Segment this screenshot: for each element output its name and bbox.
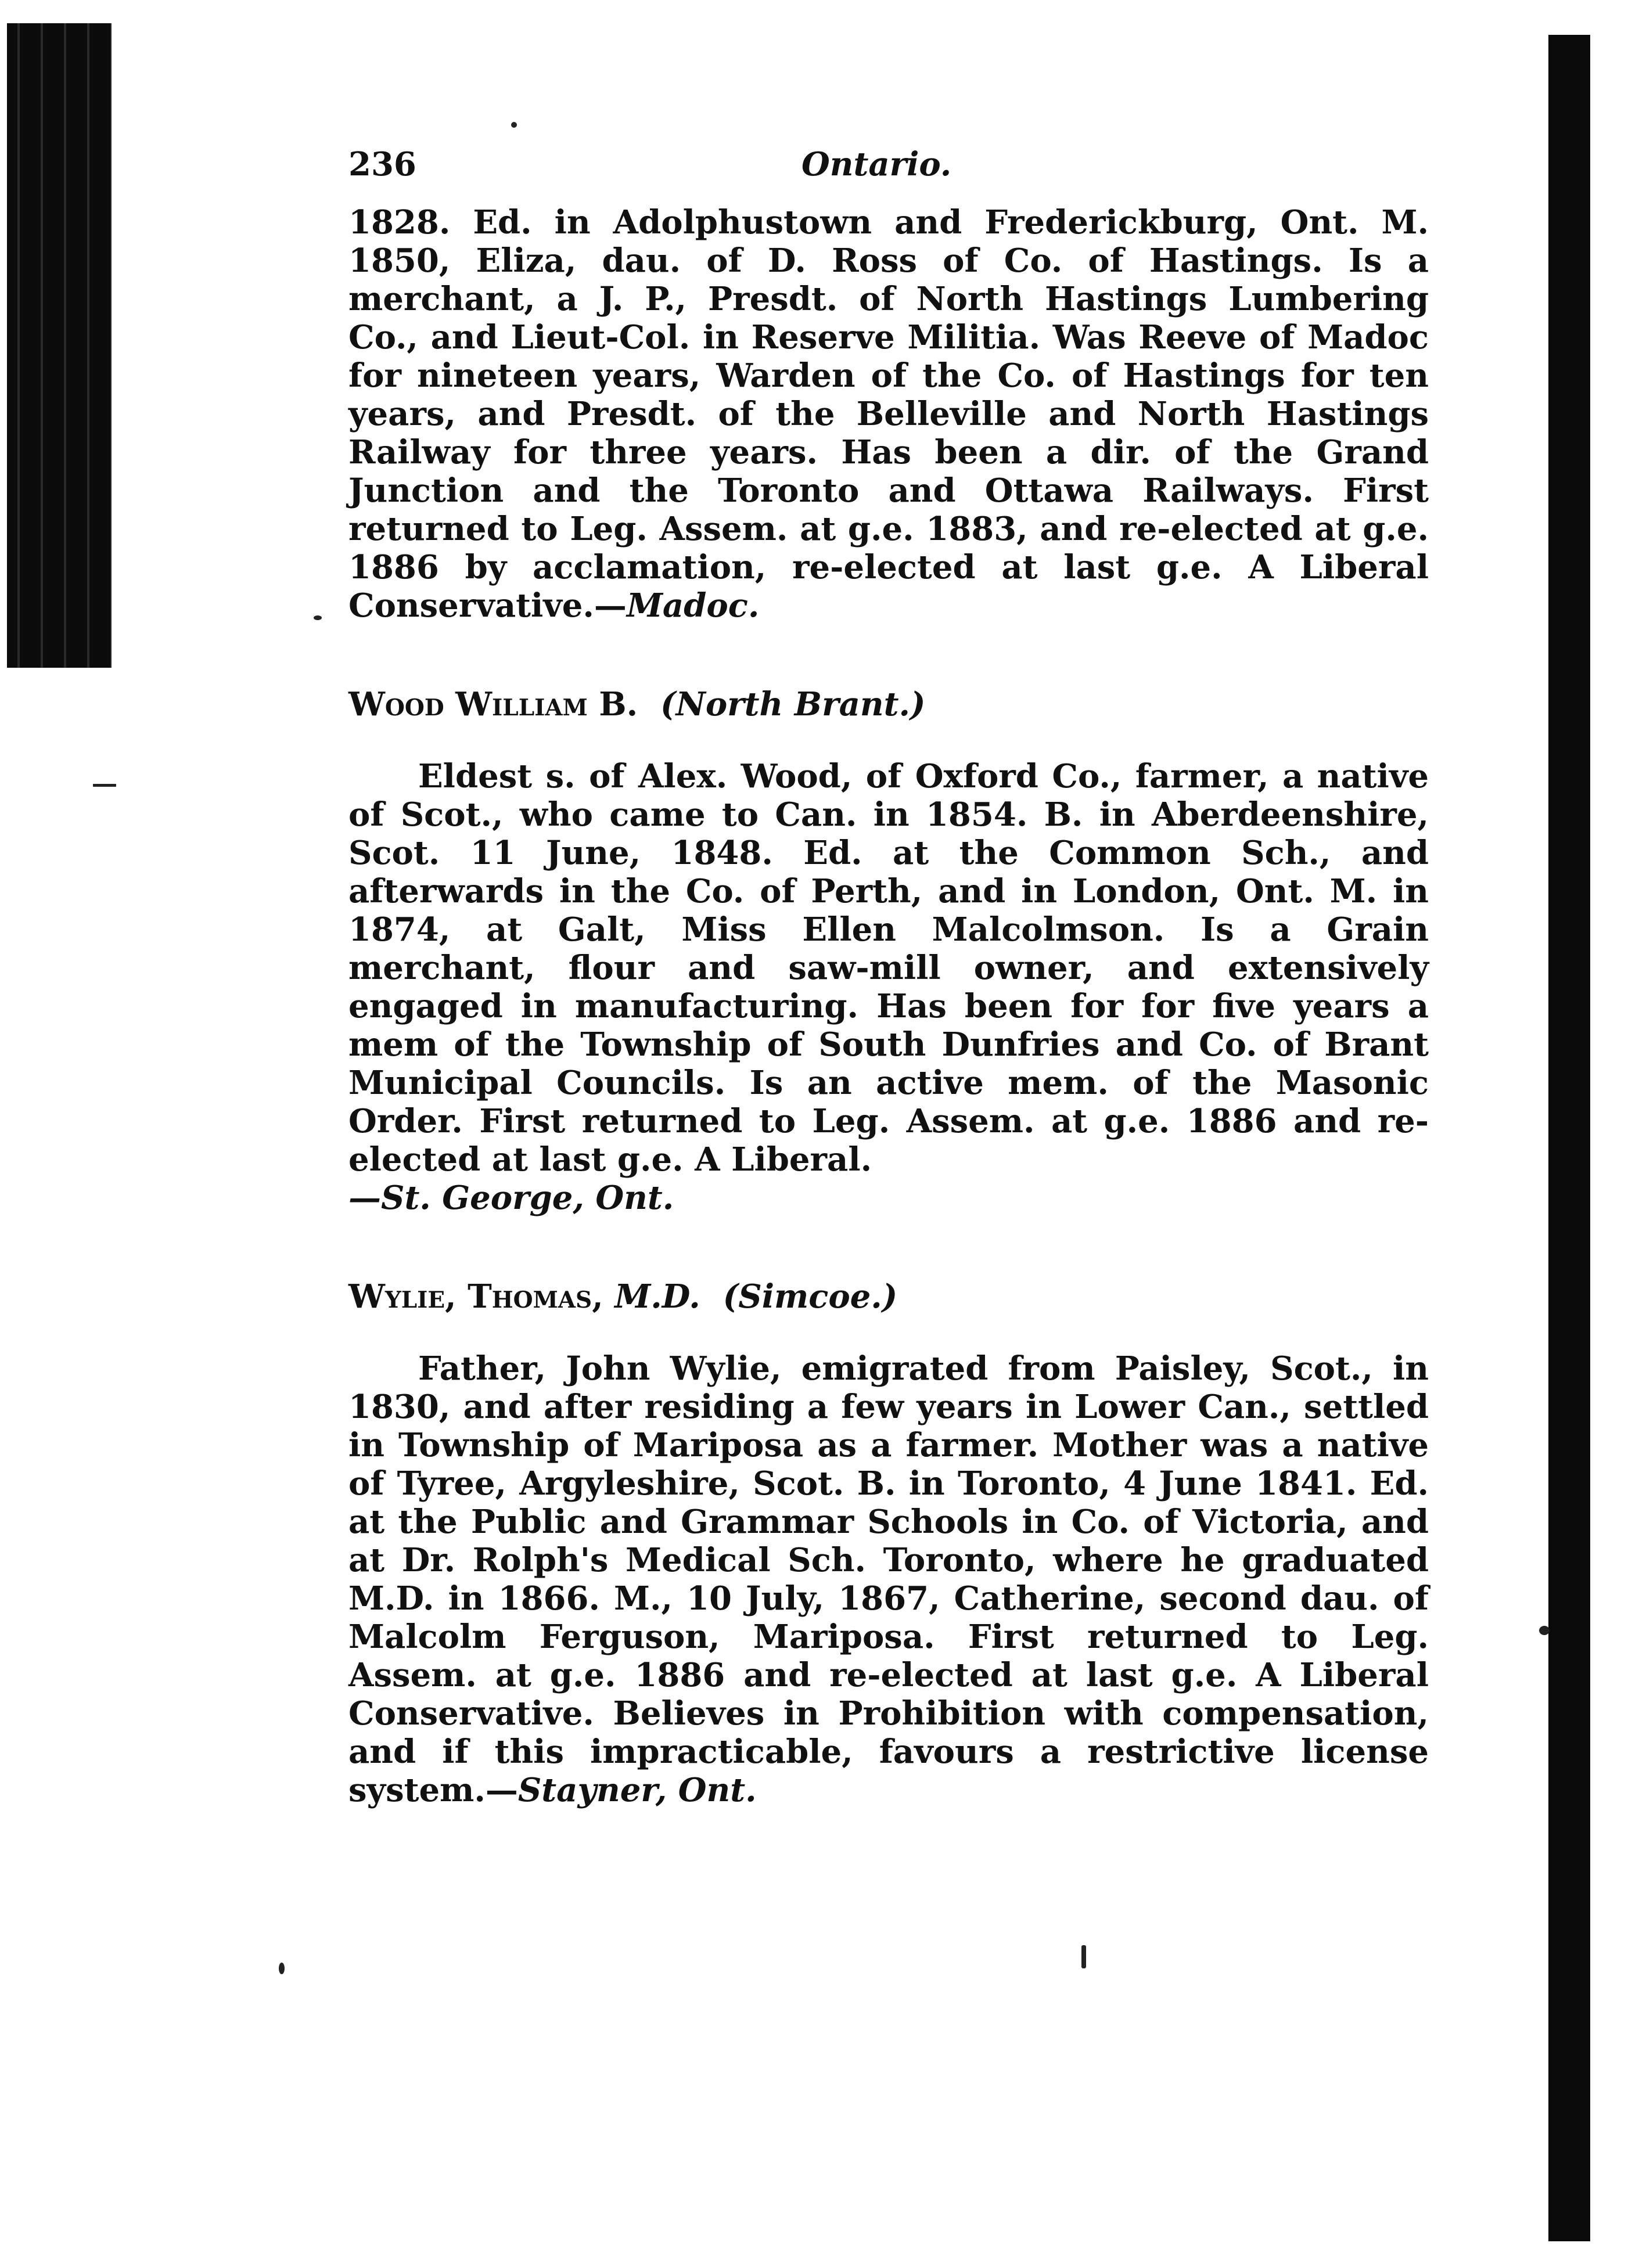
residence: —St. George, Ont. [348, 1179, 674, 1217]
scan-speck [93, 784, 116, 787]
entry-heading-wylie [348, 1277, 1429, 1316]
entry-heading-wood [348, 685, 1429, 723]
scan-speck [1081, 1945, 1086, 1968]
biography-text: Eldest s. of Alex. Wood, of Oxford Co., farmer, a native of Scot., who came to Can. in 1854. B. in Aberdeenshire, Scot. 11 June, 1848. Ed. at the Common Sch., and afterwards in the Co. of Perth, and in London, Ont. M. in 1874, at Galt, Miss Ellen Malcolmson. Is a Grain merchant, flour and saw-mill owner, and extensively engaged in manufacturing. Has been for for five years a mem of the Township of South Dunfries and Co. of Brant Municipal Councils. Is an active mem. of the Masonic Order. First returned to Leg. Assem. at g.e. 1886 and re-elected at last g.e. A Liberal. [348, 757, 1429, 1179]
scan-edge-right [1548, 35, 1590, 2241]
book-page [348, 145, 1429, 1809]
scan-speck [314, 615, 322, 620]
member-title: M.D. [614, 1277, 700, 1316]
constituency: (North Brant.) [660, 685, 926, 723]
page-number: 236 [348, 145, 416, 183]
scan-edge-left [7, 23, 112, 668]
residence: Madoc. [626, 586, 760, 625]
biography-wood [348, 757, 1429, 1217]
biography-wylie [348, 1349, 1429, 1809]
scan-speck [279, 1963, 285, 1974]
biography-text: Father, John Wylie, emigrated from Paisley, Scot., in 1830, and after residing a few years in Lower Can., settled in Township of Mariposa as a farmer. Mother was a native of Tyree, Argyleshire, Scot. B. in Toronto, 4 June 1841. Ed. at the Public and Grammar Schools in Co. of Victoria, and at Dr. Rolph's Medical Sch. Toronto, where he graduated M.D. in 1866. M., 10 July, 1867, Catherine, second dau. of Malcolm Ferguson, Mariposa. First returned to Leg. Assem. at g.e. 1886 and re-elected at last g.e. A Liberal Conservative. Believes in Prohibition with compensation, and if this impracticable, favours a restrictive license system.— [348, 1349, 1429, 1809]
scan-speck [511, 122, 517, 128]
member-name: Wylie, Thomas, [348, 1277, 603, 1316]
page-header [348, 145, 1429, 203]
continued-biography [348, 203, 1429, 625]
residence: Stayner, Ont. [517, 1771, 757, 1809]
scan-speck [1539, 1626, 1550, 1635]
running-title: Ontario. [801, 145, 952, 183]
biography-text: 1828. Ed. in Adolphustown and Frederickburg, Ont. M. 1850, Eliza, dau. of D. Ross of Co. of Hastings. Is a merchant, a J. P., Presdt. of North Hastings Lumbering Co., and Lieut-Col. in Reserve Militia. Was Reeve of Madoc for nineteen years, Warden of the Co. of Hastings for ten years, and Presdt. of the Belleville and North Hastings Railway for three years. Has been a dir. of the Grand Junction and the Toronto and Ottawa Railways. First returned to Leg. Assem. at g.e. 1883, and re-elected at g.e. 1886 by acclamation, re-elected at last g.e. A Liberal Conservative.— [348, 203, 1429, 625]
constituency: (Simcoe.) [723, 1277, 898, 1316]
member-name: Wood William B. [348, 685, 638, 723]
